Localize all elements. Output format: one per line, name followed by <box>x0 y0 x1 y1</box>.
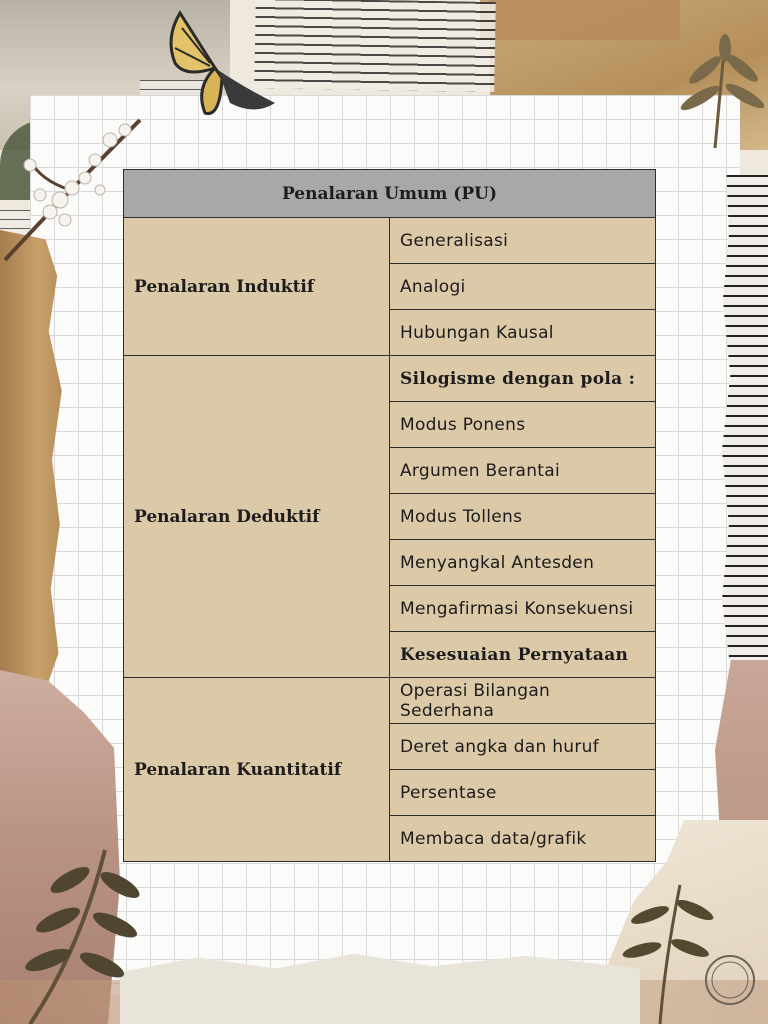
kraft-paper-strip <box>480 0 680 40</box>
item-generalisasi: Generalisasi <box>390 218 656 264</box>
item-modus-tollens: Modus Tollens <box>390 494 656 540</box>
item-modus-ponens: Modus Ponens <box>390 402 656 448</box>
category-deduktif: Penalaran Deduktif <box>124 356 390 678</box>
item-operasi-bilangan: Operasi Bilangan Sederhana <box>390 678 656 724</box>
butterfly-icon <box>160 8 280 123</box>
item-persentase: Persentase <box>390 770 656 816</box>
table-header-row <box>124 170 656 218</box>
item-argumen-berantai: Argumen Berantai <box>390 448 656 494</box>
fern-leaf-icon <box>670 30 768 150</box>
item-menyangkal-antesden: Menyangkal Antesden <box>390 540 656 586</box>
category-induktif: Penalaran Induktif <box>124 218 390 356</box>
item-kesesuaian-pernyataan: Kesesuaian Pernyataan <box>390 632 656 678</box>
table-title: Penalaran Umum (PU) <box>124 170 656 218</box>
item-hubungan-kausal: Hubungan Kausal <box>390 310 656 356</box>
newsprint-scrap-top <box>254 0 496 92</box>
item-deret-angka: Deret angka dan huruf <box>390 724 656 770</box>
torn-paper-bottom <box>120 950 640 1024</box>
table-row <box>124 678 656 724</box>
table-row <box>124 356 656 402</box>
newsprint-scrap-right <box>722 175 768 675</box>
reasoning-table-container <box>123 169 656 862</box>
item-analogi: Analogi <box>390 264 656 310</box>
stamp-icon <box>700 950 760 1010</box>
reasoning-table <box>123 169 656 862</box>
item-membaca-data: Membaca data/grafik <box>390 816 656 862</box>
category-kuantitatif: Penalaran Kuantitatif <box>124 678 390 862</box>
item-mengafirmasi-konsekuensi: Mengafirmasi Konsekuensi <box>390 586 656 632</box>
item-silogisme: Silogisme dengan pola : <box>390 356 656 402</box>
table-row <box>124 218 656 264</box>
fern-leaf-icon <box>10 840 160 1024</box>
